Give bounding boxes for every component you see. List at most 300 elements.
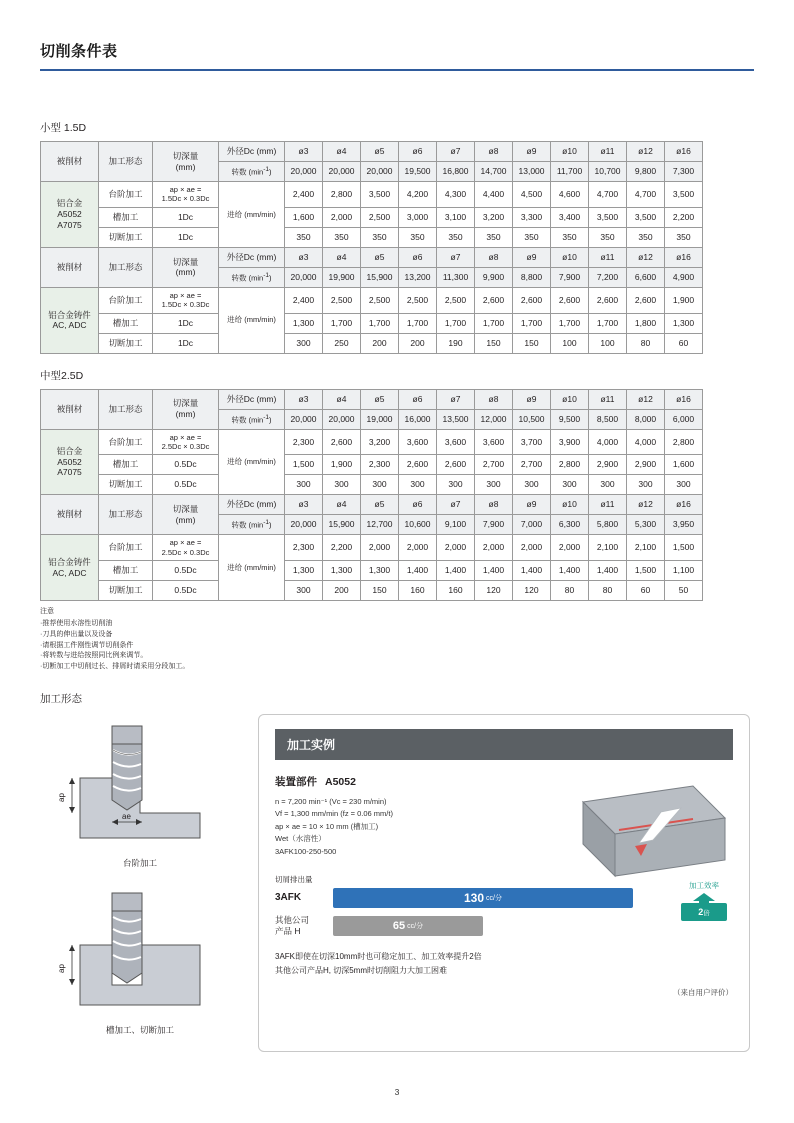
dia-4: ø7 bbox=[437, 389, 475, 409]
v-5: 4,400 bbox=[475, 182, 513, 208]
v-1: 300 bbox=[323, 475, 361, 495]
dia-1: ø4 bbox=[323, 495, 361, 515]
v-1: 2,600 bbox=[323, 429, 361, 455]
v-0: 2,300 bbox=[285, 429, 323, 455]
note-item: ·请根据工件刚性调节切削条件 bbox=[40, 641, 134, 649]
workpiece-illustration bbox=[543, 772, 733, 888]
v-6: 1,700 bbox=[513, 313, 551, 333]
material-cell: 铝合金铸件 AC, ADC bbox=[41, 535, 99, 601]
dia-6: ø9 bbox=[513, 247, 551, 267]
col-header-material: 被削材 bbox=[41, 495, 99, 535]
bar-label: 3AFK bbox=[275, 891, 302, 903]
v-6: 300 bbox=[513, 475, 551, 495]
col-header-diameter: 外径Dc (mm) bbox=[219, 495, 285, 515]
rpm-5: 14,700 bbox=[475, 162, 513, 182]
depth-cell: 0.5Dc bbox=[153, 561, 219, 581]
v-6: 2,700 bbox=[513, 455, 551, 475]
table-row bbox=[41, 561, 703, 581]
v-7: 100 bbox=[551, 333, 589, 353]
dia-7: ø10 bbox=[551, 247, 589, 267]
table-row bbox=[41, 455, 703, 475]
depth-cell: 1Dc bbox=[153, 207, 219, 227]
depth-cell: 1Dc bbox=[153, 313, 219, 333]
rpm-4: 9,100 bbox=[437, 515, 475, 535]
note-item: ·切断加工中切削过长、排屑时请采用分段加工。 bbox=[40, 663, 190, 671]
v-5: 3,200 bbox=[475, 207, 513, 227]
depth-cell: ap × ae = 1.5Dc × 0.3Dc bbox=[153, 287, 219, 313]
spec-table-1 bbox=[40, 141, 703, 354]
v-8: 2,900 bbox=[589, 455, 627, 475]
note-item: ·推荐使用水溶性切削油 bbox=[40, 619, 113, 627]
rpm-9: 8,000 bbox=[627, 409, 665, 429]
bar-unit: cc/分 bbox=[486, 894, 502, 902]
v-7: 3,400 bbox=[551, 207, 589, 227]
table-row bbox=[41, 142, 703, 162]
rpm-8: 8,500 bbox=[589, 409, 627, 429]
process-cell: 切断加工 bbox=[99, 333, 153, 353]
v-9: 350 bbox=[627, 227, 665, 247]
v-8: 2,100 bbox=[589, 535, 627, 561]
v-1: 2,200 bbox=[323, 535, 361, 561]
part-label: 装置部件 bbox=[275, 776, 317, 789]
page-number: 3 bbox=[394, 1087, 400, 1097]
v-3: 3,600 bbox=[399, 429, 437, 455]
efficiency-unit: 倍 bbox=[703, 909, 710, 917]
v-6: 350 bbox=[513, 227, 551, 247]
v-9: 80 bbox=[627, 333, 665, 353]
rpm-3: 19,500 bbox=[399, 162, 437, 182]
table-row bbox=[41, 429, 703, 455]
v-8: 2,600 bbox=[589, 287, 627, 313]
col-header-diameter: 外径Dc (mm) bbox=[219, 142, 285, 162]
note-item: ·刀具的伸出量以及设备 bbox=[40, 630, 113, 638]
v-10: 350 bbox=[665, 227, 703, 247]
rpm-9: 5,300 bbox=[627, 515, 665, 535]
v-3: 300 bbox=[399, 475, 437, 495]
dia-3: ø6 bbox=[399, 389, 437, 409]
depth-cell: 0.5Dc bbox=[153, 455, 219, 475]
shape-slot-machining bbox=[40, 885, 240, 1036]
v-4: 4,300 bbox=[437, 182, 475, 208]
material-cell: 铝合金 A5052 A7075 bbox=[41, 182, 99, 248]
v-4: 160 bbox=[437, 581, 475, 601]
v-6: 3,700 bbox=[513, 429, 551, 455]
v-5: 300 bbox=[475, 475, 513, 495]
feed-label: 进给 (mm/min) bbox=[219, 287, 285, 353]
v-9: 3,500 bbox=[627, 207, 665, 227]
v-7: 1,700 bbox=[551, 313, 589, 333]
rpm-7: 11,700 bbox=[551, 162, 589, 182]
process-cell: 台阶加工 bbox=[99, 182, 153, 208]
v-0: 2,400 bbox=[285, 287, 323, 313]
example-footer bbox=[275, 950, 733, 977]
depth-cell: 1Dc bbox=[153, 227, 219, 247]
v-8: 3,500 bbox=[589, 207, 627, 227]
rpm-10: 4,900 bbox=[665, 267, 703, 287]
bar-value-3afk bbox=[333, 888, 633, 908]
v-1: 350 bbox=[323, 227, 361, 247]
v-7: 2,000 bbox=[551, 535, 589, 561]
notes-title: 注意 bbox=[40, 608, 54, 615]
spec-line: 3AFK100-250-500 bbox=[275, 846, 337, 856]
v-0: 2,300 bbox=[285, 535, 323, 561]
v-4: 350 bbox=[437, 227, 475, 247]
header-divider bbox=[40, 69, 754, 71]
feed-label: 进给 (mm/min) bbox=[219, 429, 285, 495]
dia-6: ø9 bbox=[513, 142, 551, 162]
v-2: 200 bbox=[361, 333, 399, 353]
v-10: 1,600 bbox=[665, 455, 703, 475]
page-title: 切削条件表 bbox=[40, 43, 118, 60]
bar-row-3afk bbox=[275, 888, 733, 908]
dia-1: ø4 bbox=[323, 142, 361, 162]
row-header-rpm: 转数 (min-1) bbox=[219, 515, 285, 535]
rpm-8: 10,700 bbox=[589, 162, 627, 182]
rpm-8: 5,800 bbox=[589, 515, 627, 535]
v-5: 350 bbox=[475, 227, 513, 247]
process-cell: 槽加工 bbox=[99, 561, 153, 581]
bar-value-other bbox=[333, 916, 483, 936]
chip-volume-label: 切屑排出量 bbox=[275, 874, 313, 884]
rpm-0: 20,000 bbox=[285, 515, 323, 535]
table-row bbox=[41, 581, 703, 601]
v-4: 1,400 bbox=[437, 561, 475, 581]
bar-number: 65 bbox=[392, 919, 406, 932]
rpm-7: 9,500 bbox=[551, 409, 589, 429]
rpm-8: 7,200 bbox=[589, 267, 627, 287]
v-1: 2,500 bbox=[323, 287, 361, 313]
col-header-depth: 切深量 (mm) bbox=[153, 495, 219, 535]
v-2: 150 bbox=[361, 581, 399, 601]
dia-5: ø8 bbox=[475, 389, 513, 409]
table-row bbox=[41, 389, 703, 409]
dia-4: ø7 bbox=[437, 495, 475, 515]
efficiency-callout bbox=[681, 880, 727, 921]
depth-cell: ap × ae = 1.5Dc × 0.3Dc bbox=[153, 182, 219, 208]
v-8: 1,400 bbox=[589, 561, 627, 581]
v-6: 3,300 bbox=[513, 207, 551, 227]
rpm-4: 13,500 bbox=[437, 409, 475, 429]
dia-3: ø6 bbox=[399, 142, 437, 162]
v-9: 1,800 bbox=[627, 313, 665, 333]
v-4: 3,600 bbox=[437, 429, 475, 455]
v-7: 80 bbox=[551, 581, 589, 601]
footer-line: 其他公司产品H, 切深5mm时切削阻力大加工困难 bbox=[275, 965, 447, 975]
v-2: 1,300 bbox=[361, 561, 399, 581]
v-4: 1,700 bbox=[437, 313, 475, 333]
v-7: 2,800 bbox=[551, 455, 589, 475]
v-5: 3,600 bbox=[475, 429, 513, 455]
col-header-material: 被削材 bbox=[41, 247, 99, 287]
v-2: 300 bbox=[361, 475, 399, 495]
col-header-process: 加工形态 bbox=[99, 495, 153, 535]
v-5: 2,600 bbox=[475, 287, 513, 313]
v-3: 2,000 bbox=[399, 535, 437, 561]
v-10: 1,100 bbox=[665, 561, 703, 581]
table-row bbox=[41, 182, 703, 208]
process-cell: 槽加工 bbox=[99, 455, 153, 475]
dia-5: ø8 bbox=[475, 495, 513, 515]
rpm-10: 7,300 bbox=[665, 162, 703, 182]
rpm-1: 15,900 bbox=[323, 515, 361, 535]
rpm-7: 7,900 bbox=[551, 267, 589, 287]
v-5: 1,400 bbox=[475, 561, 513, 581]
rpm-6: 7,000 bbox=[513, 515, 551, 535]
material-cell: 铝合金 A5052 A7075 bbox=[41, 429, 99, 495]
v-10: 3,500 bbox=[665, 182, 703, 208]
v-7: 350 bbox=[551, 227, 589, 247]
rpm-4: 11,300 bbox=[437, 267, 475, 287]
step-machining-diagram bbox=[50, 718, 230, 848]
v-3: 200 bbox=[399, 333, 437, 353]
process-cell: 台阶加工 bbox=[99, 535, 153, 561]
v-10: 1,300 bbox=[665, 313, 703, 333]
v-3: 2,500 bbox=[399, 287, 437, 313]
v-1: 1,700 bbox=[323, 313, 361, 333]
rpm-1: 20,000 bbox=[323, 162, 361, 182]
dia-4: ø7 bbox=[437, 142, 475, 162]
v-0: 1,600 bbox=[285, 207, 323, 227]
part-material: A5052 bbox=[325, 776, 356, 789]
rpm-5: 12,000 bbox=[475, 409, 513, 429]
up-arrow-icon bbox=[681, 893, 727, 903]
v-4: 190 bbox=[437, 333, 475, 353]
svg-text:ap: ap bbox=[57, 964, 66, 974]
rpm-6: 10,500 bbox=[513, 409, 551, 429]
rpm-1: 19,900 bbox=[323, 267, 361, 287]
v-2: 3,500 bbox=[361, 182, 399, 208]
dia-10: ø16 bbox=[665, 142, 703, 162]
v-8: 1,700 bbox=[589, 313, 627, 333]
v-6: 150 bbox=[513, 333, 551, 353]
v-8: 80 bbox=[589, 581, 627, 601]
v-4: 300 bbox=[437, 475, 475, 495]
dia-7: ø10 bbox=[551, 142, 589, 162]
v-9: 60 bbox=[627, 581, 665, 601]
shape-caption: 槽加工、切断加工 bbox=[105, 1025, 174, 1036]
v-0: 300 bbox=[285, 475, 323, 495]
dia-5: ø8 bbox=[475, 142, 513, 162]
process-cell: 台阶加工 bbox=[99, 429, 153, 455]
dia-0: ø3 bbox=[285, 247, 323, 267]
v-5: 150 bbox=[475, 333, 513, 353]
rpm-1: 20,000 bbox=[323, 409, 361, 429]
page-header bbox=[0, 40, 794, 79]
bar-unit: cc/分 bbox=[407, 922, 424, 930]
col-header-process: 加工形态 bbox=[99, 247, 153, 287]
dia-2: ø5 bbox=[361, 142, 399, 162]
process-cell: 槽加工 bbox=[99, 207, 153, 227]
v-2: 350 bbox=[361, 227, 399, 247]
v-9: 4,700 bbox=[627, 182, 665, 208]
col-header-diameter: 外径Dc (mm) bbox=[219, 247, 285, 267]
depth-cell: 1Dc bbox=[153, 333, 219, 353]
v-9: 2,100 bbox=[627, 535, 665, 561]
dia-0: ø3 bbox=[285, 389, 323, 409]
rpm-10: 3,950 bbox=[665, 515, 703, 535]
rpm-3: 16,000 bbox=[399, 409, 437, 429]
rpm-7: 6,300 bbox=[551, 515, 589, 535]
v-8: 300 bbox=[589, 475, 627, 495]
v-2: 2,500 bbox=[361, 287, 399, 313]
v-0: 2,400 bbox=[285, 182, 323, 208]
col-header-diameter: 外径Dc (mm) bbox=[219, 389, 285, 409]
row-header-rpm: 转数 (min-1) bbox=[219, 162, 285, 182]
dia-2: ø5 bbox=[361, 389, 399, 409]
v-2: 2,000 bbox=[361, 535, 399, 561]
footer-line: 3AFK即使在切深10mm时也可稳定加工、加工效率提升2倍 bbox=[275, 952, 482, 962]
example-body bbox=[275, 774, 733, 858]
shape-section-title: 加工形态 bbox=[40, 693, 82, 706]
process-cell: 台阶加工 bbox=[99, 287, 153, 313]
rpm-2: 19,000 bbox=[361, 409, 399, 429]
dia-9: ø12 bbox=[627, 495, 665, 515]
v-9: 2,900 bbox=[627, 455, 665, 475]
v-0: 300 bbox=[285, 581, 323, 601]
table-row bbox=[41, 535, 703, 561]
rpm-0: 20,000 bbox=[285, 267, 323, 287]
dia-2: ø5 bbox=[361, 247, 399, 267]
v-6: 120 bbox=[513, 581, 551, 601]
v-0: 1,300 bbox=[285, 313, 323, 333]
v-9: 300 bbox=[627, 475, 665, 495]
v-3: 1,400 bbox=[399, 561, 437, 581]
dia-7: ø10 bbox=[551, 389, 589, 409]
v-5: 2,700 bbox=[475, 455, 513, 475]
dia-10: ø16 bbox=[665, 389, 703, 409]
v-10: 60 bbox=[665, 333, 703, 353]
v-1: 1,900 bbox=[323, 455, 361, 475]
depth-cell: 0.5Dc bbox=[153, 581, 219, 601]
shape-caption: 台阶加工 bbox=[122, 858, 157, 869]
table-row bbox=[41, 227, 703, 247]
table-row bbox=[41, 495, 703, 515]
v-2: 3,200 bbox=[361, 429, 399, 455]
v-8: 350 bbox=[589, 227, 627, 247]
v-2: 2,300 bbox=[361, 455, 399, 475]
rpm-0: 20,000 bbox=[285, 162, 323, 182]
rpm-5: 7,900 bbox=[475, 515, 513, 535]
col-header-material: 被削材 bbox=[41, 142, 99, 182]
rpm-5: 9,900 bbox=[475, 267, 513, 287]
rpm-10: 6,000 bbox=[665, 409, 703, 429]
shape-diagrams bbox=[40, 714, 240, 1052]
v-7: 4,600 bbox=[551, 182, 589, 208]
col-header-depth: 切深量 (mm) bbox=[153, 389, 219, 429]
v-8: 100 bbox=[589, 333, 627, 353]
col-header-depth: 切深量 (mm) bbox=[153, 142, 219, 182]
table-row bbox=[41, 287, 703, 313]
efficiency-title: 加工效率 bbox=[689, 880, 719, 890]
v-2: 2,500 bbox=[361, 207, 399, 227]
spec-line: Wet（水溶性） bbox=[275, 834, 326, 844]
dia-10: ø16 bbox=[665, 495, 703, 515]
v-6: 1,400 bbox=[513, 561, 551, 581]
v-3: 160 bbox=[399, 581, 437, 601]
bar-row-other bbox=[275, 915, 733, 936]
rpm-9: 9,800 bbox=[627, 162, 665, 182]
content bbox=[40, 120, 754, 1052]
v-3: 350 bbox=[399, 227, 437, 247]
svg-text:ap: ap bbox=[57, 793, 66, 803]
v-4: 2,000 bbox=[437, 535, 475, 561]
col-header-process: 加工形态 bbox=[99, 142, 153, 182]
dia-8: ø11 bbox=[589, 142, 627, 162]
depth-cell: 0.5Dc bbox=[153, 475, 219, 495]
section-label-small: 小型 1.5D bbox=[40, 122, 87, 134]
v-10: 2,800 bbox=[665, 429, 703, 455]
rpm-2: 12,700 bbox=[361, 515, 399, 535]
v-7: 1,400 bbox=[551, 561, 589, 581]
v-4: 2,600 bbox=[437, 455, 475, 475]
dia-6: ø9 bbox=[513, 495, 551, 515]
dia-0: ø3 bbox=[285, 142, 323, 162]
table-row bbox=[41, 333, 703, 353]
v-10: 2,200 bbox=[665, 207, 703, 227]
v-2: 1,700 bbox=[361, 313, 399, 333]
v-3: 3,000 bbox=[399, 207, 437, 227]
table-row bbox=[41, 207, 703, 227]
v-6: 2,000 bbox=[513, 535, 551, 561]
v-4: 2,500 bbox=[437, 287, 475, 313]
example-graph bbox=[275, 874, 733, 936]
v-0: 1,500 bbox=[285, 455, 323, 475]
shape-step-machining bbox=[40, 718, 240, 869]
note-item: ·将转数与进给按照同比例来调节。 bbox=[40, 652, 148, 660]
col-header-depth: 切深量 (mm) bbox=[153, 247, 219, 287]
spec-line: n = 7,200 min⁻¹ (Vc = 230 m/min) bbox=[275, 797, 387, 807]
dia-9: ø12 bbox=[627, 247, 665, 267]
example-panel bbox=[258, 714, 750, 1052]
dia-10: ø16 bbox=[665, 247, 703, 267]
dia-8: ø11 bbox=[589, 389, 627, 409]
dia-2: ø5 bbox=[361, 495, 399, 515]
dia-5: ø8 bbox=[475, 247, 513, 267]
v-3: 1,700 bbox=[399, 313, 437, 333]
v-9: 2,600 bbox=[627, 287, 665, 313]
efficiency-badge bbox=[681, 903, 727, 921]
v-7: 2,600 bbox=[551, 287, 589, 313]
notes bbox=[40, 607, 754, 673]
v-1: 2,000 bbox=[323, 207, 361, 227]
rpm-6: 8,800 bbox=[513, 267, 551, 287]
dia-1: ø4 bbox=[323, 247, 361, 267]
v-7: 3,900 bbox=[551, 429, 589, 455]
dia-9: ø12 bbox=[627, 389, 665, 409]
section-label-medium: 中型2.5D bbox=[40, 369, 84, 382]
spec-line: ap × ae = 10 × 10 mm (槽加工) bbox=[275, 821, 379, 831]
rpm-3: 10,600 bbox=[399, 515, 437, 535]
v-1: 2,800 bbox=[323, 182, 361, 208]
v-1: 250 bbox=[323, 333, 361, 353]
rpm-2: 15,900 bbox=[361, 267, 399, 287]
dia-9: ø12 bbox=[627, 142, 665, 162]
example-source: （来自用户评价） bbox=[673, 988, 733, 998]
process-cell: 切断加工 bbox=[99, 581, 153, 601]
v-7: 300 bbox=[551, 475, 589, 495]
depth-cell: ap × ae = 2.5Dc × 0.3Dc bbox=[153, 535, 219, 561]
v-3: 2,600 bbox=[399, 455, 437, 475]
table-row bbox=[41, 247, 703, 267]
v-5: 120 bbox=[475, 581, 513, 601]
feed-label: 进给 (mm/min) bbox=[219, 535, 285, 601]
table-row bbox=[41, 313, 703, 333]
rpm-0: 20,000 bbox=[285, 409, 323, 429]
dia-8: ø11 bbox=[589, 495, 627, 515]
v-8: 4,000 bbox=[589, 429, 627, 455]
depth-cell: ap × ae = 2.5Dc × 0.3Dc bbox=[153, 429, 219, 455]
v-8: 4,700 bbox=[589, 182, 627, 208]
